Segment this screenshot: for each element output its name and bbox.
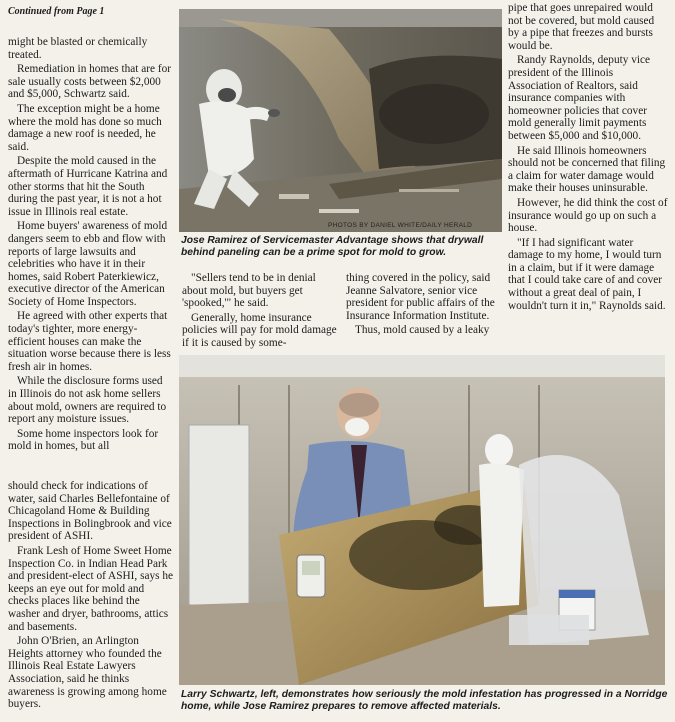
paragraph: Frank Lesh of Home Sweet Home Inspection Co. in Indian Head Park and president-elect of ASHI, says he keeps an eye out for mold and checks places like behind the washer and dryer, bathrooms, attics and basements. <box>8 544 174 633</box>
photo-worker-drywall-image <box>179 9 502 232</box>
continued-from-label: Continued from Page 1 <box>8 6 105 17</box>
paragraph: thing covered in the policy, said Jeanne Salvatore, senior vice president for public affairs of the Insurance Information Institute. <box>346 272 495 322</box>
photo-mold-inspection <box>179 355 665 685</box>
paragraph: However, he did think the cost of insurance would go up on such a house. <box>508 196 668 235</box>
paragraph: should check for indications of water, said Charles Bellefontaine of Chicagoland Home & Building Inspections in Bolingbrook and vice president of ASHI. <box>8 480 172 543</box>
article-column-2 <box>182 272 337 352</box>
paragraph: He said Illinois homeowners should not be concerned that filing a claim for water damage would make their houses uninsurable. <box>508 144 666 195</box>
photo-mold-inspection-image <box>179 355 665 685</box>
paragraph: Randy Raynolds, deputy vice president of the Illinois Association of Realtors, said insurance companies with homeowner policies that cover mold generally limit payments between $5,000 and $10,000. <box>508 54 651 142</box>
photo-worker-drywall <box>179 9 502 232</box>
photo-caption-2: Larry Schwartz, left, demonstrates how seriously the mold infestation has progressed in a Norridge home, while Jose Ramirez prepares to remove affected materials. <box>181 689 668 712</box>
article-column-1 <box>8 36 174 455</box>
paragraph: Generally, home insurance policies will pay for mold damage if it is caused by some- <box>182 311 337 349</box>
article-column-4 <box>508 2 668 314</box>
photo-credit: PHOTOS BY DANIEL WHITE/DAILY HERALD <box>328 222 473 229</box>
paragraph: "Sellers tend to be in denial about mold, but buyers get 'spooked,'" he said. <box>182 272 316 310</box>
article-column-1-continued <box>8 480 174 713</box>
paragraph: John O'Brien, an Arlington Heights attorney who founded the Illinois Real Estate Lawyers Association, said he thinks awareness is growing among home buyers. <box>8 635 167 711</box>
paragraph: might be blasted or chemically treated. <box>8 36 148 61</box>
paragraph: Home buyers' awareness of mold dangers seem to ebb and flow with reports of large lawsuits and celebrities who have it in their homes, said Robert Paterkiewicz, executive director of the American Society of Home Inspectors. <box>8 220 168 308</box>
photo-caption-1: Jose Ramirez of Servicemaster Advantage shows that drywall behind paneling can be a prime spot for mold to grow. <box>181 235 484 258</box>
article-column-3 <box>346 272 501 339</box>
paragraph: Remediation in homes that are for sale usually costs between $2,000 and $5,000, Schwartz said. <box>8 63 172 101</box>
paragraph: While the disclosure forms used in Illinois do not ask home sellers about mold, owners are required to report any moisture issues. <box>8 375 167 426</box>
paragraph: Some home inspectors look for mold in homes, but all <box>8 427 159 453</box>
paragraph: Despite the mold caused in the aftermath of Hurricane Katrina and other storms that hit the South during the past year, it is not a hot issue in Illinois real estate. <box>8 155 168 218</box>
paragraph: pipe that goes unrepaired would not be covered, but mold caused by a pipe that freezes and bursts would be. <box>508 2 655 52</box>
paragraph: Thus, mold caused by a leaky <box>355 324 490 337</box>
paragraph: He agreed with other experts that today's tighter, more energy-efficient houses can make the situation worse because there is less fresh air in homes. <box>8 310 171 373</box>
paragraph: "If I had significant water damage to my home, I would turn in a claim, but if it were damage that I could take care of and cover without a great deal of pain, I wouldn't turn it in," Raynolds said. <box>508 236 666 312</box>
paragraph: The exception might be a home where the mold has done so much damage a new roof is needed, he said. <box>8 102 162 153</box>
